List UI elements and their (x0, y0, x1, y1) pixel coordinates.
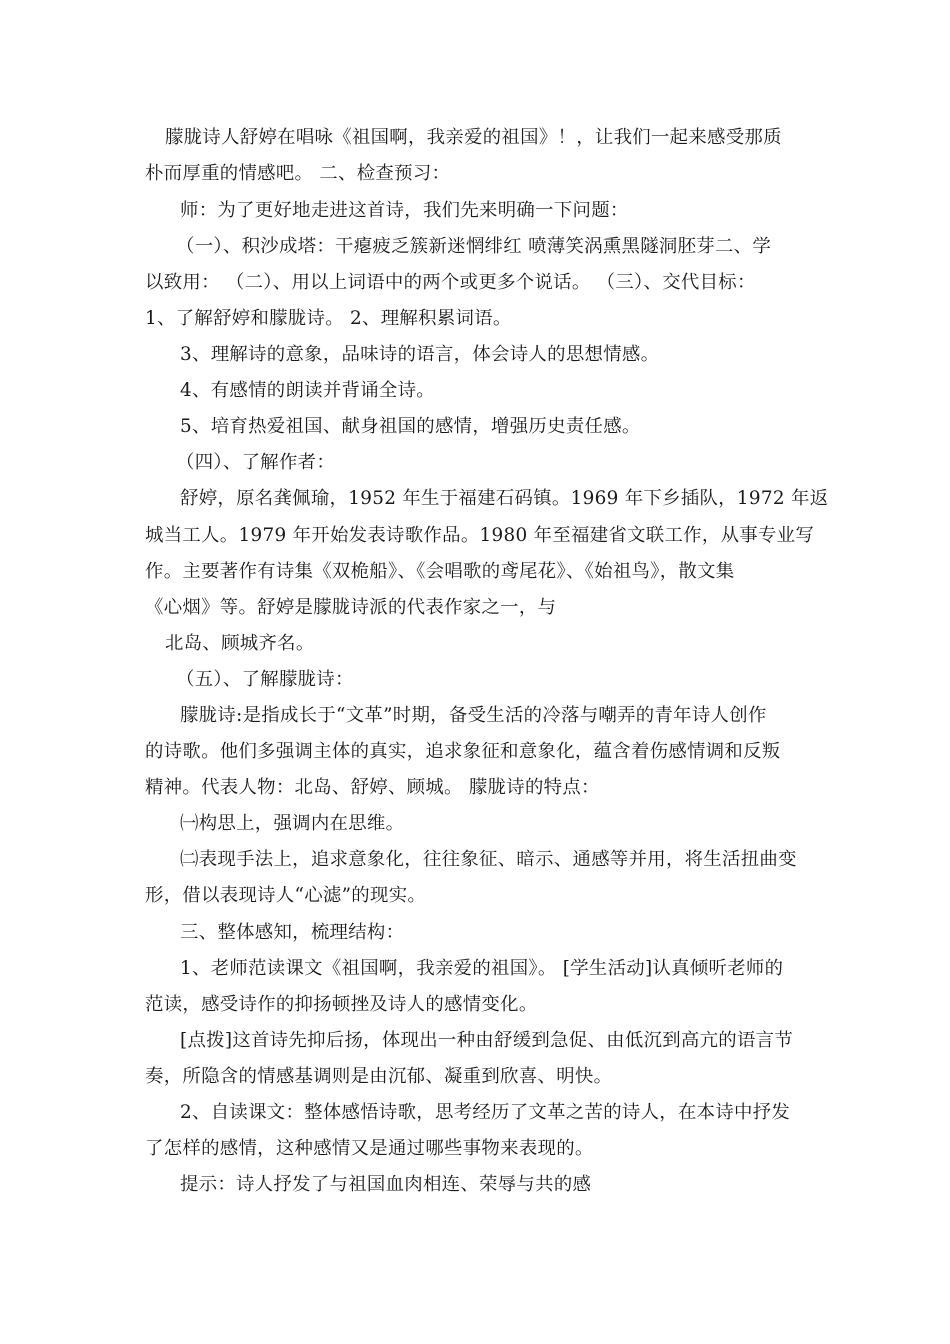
text-line: （一）、积沙成塔：干瘪疲乏簇新迷惘绯红 喷薄笑涡熏黑隧洞胚芽二、学 (176, 236, 772, 257)
text-line: ㈠构思上，强调内在思维。 (180, 813, 405, 834)
text-line: 奏，所隐含的情感基调则是由沉郁、凝重到欣喜、明快。 (145, 1066, 613, 1087)
text-line: 朴而厚重的情感吧。 二、检查预习： (145, 163, 451, 184)
text-line: 提示：诗人抒发了与祖国血肉相连、荣辱与共的感 (180, 1174, 592, 1195)
text-line: 朦胧诗:是指成长于“文革”时期，备受生活的冷落与嘲弄的青年诗人创作 (180, 705, 767, 726)
text-line: （四）、了解作者： (176, 452, 336, 473)
text-line: 以致用： （二）、用以上词语中的两个或更多个说话。 （三）、交代目标： (145, 272, 756, 293)
text-line: 形，借以表现诗人“心滤”的现实。 (145, 885, 427, 906)
text-line: 范读，感受诗作的抑扬顿挫及诗人的感情变化。 (145, 994, 538, 1015)
text-line: 《心烟》等。舒婷是朦胧诗派的代表作家之一，与 (145, 597, 557, 618)
text-line: 2、自读课文：整体感悟诗歌，思考经历了文革之苦的诗人，在本诗中抒发 (180, 1102, 791, 1123)
text-line: 精神。代表人物：北岛、舒婷、顾城。 朦胧诗的特点： (145, 777, 600, 798)
text-line: 3、理解诗的意象，品味诗的语言，体会诗人的思想情感。 (180, 344, 660, 365)
text-line: [点拨]这首诗先抑后扬，体现出一种由舒缓到急促、由低沉到高亢的语言节 (180, 1030, 794, 1051)
text-line: 4、有感情的朗读并背诵全诗。 (180, 380, 435, 401)
text-line: 舒婷，原名龚佩瑜，1952 年生于福建石码镇。1969 年下乡插队，1972 年返 (180, 488, 829, 509)
text-line: 5、培育热爱祖国、献身祖国的感情，增强历史责任感。 (180, 416, 641, 437)
text-line: 的诗歌。他们多强调主体的真实，追求象征和意象化，蕴含着伤感情调和反叛 (145, 741, 781, 762)
text-line: 了怎样的感情，这种感情又是通过哪些事物来表现的。 (145, 1138, 594, 1159)
text-line: 三、整体感知，梳理结构： (180, 922, 405, 943)
text-line: 北岛、顾城齐名。 (165, 633, 315, 654)
text-line: ㈡表现手法上，追求意象化，往往象征、暗示、通感等并用，将生活扭曲变 (180, 849, 797, 870)
text-line: 朦胧诗人舒婷在唱咏《祖国啊，我亲爱的祖国》！，让我们一起来感受那质 (165, 127, 782, 148)
text-line: 1、老师范读课文《祖国啊，我亲爱的祖国》。 [学生活动]认真倾听老师的 (180, 958, 784, 979)
text-line: 城当工人。1979 年开始发表诗歌作品。1980 年至福建省文联工作，从事专业写 (145, 525, 815, 546)
text-line: 师：为了更好地走进这首诗，我们先来明确一下问题： (180, 200, 629, 221)
text-line: 作。主要著作有诗集《双桅船》、《会唱歌的鸢尾花》、《始祖鸟》，散文集 (145, 561, 735, 582)
text-line: （五）、了解朦胧诗： (176, 669, 354, 690)
text-line: 1、了解舒婷和朦胧诗。 2、理解积累词语。 (145, 308, 512, 329)
